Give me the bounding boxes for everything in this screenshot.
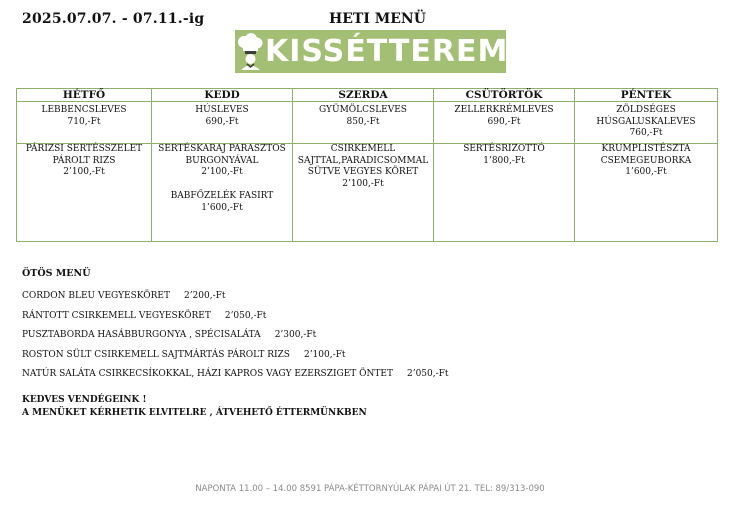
set-menu-item-name: CORDON BLEU VEGYESKÖRET (22, 291, 170, 301)
main-cell (575, 144, 718, 192)
main-cell (293, 144, 434, 192)
dish-price: 2’100,-Ft (63, 167, 105, 177)
dish-name: PÁRIZSI SERTÉSSZELET PÁROLT RIZS (25, 144, 143, 166)
notice-takeaway: A MENÜKET KÉRHETIK ELVITELRE , ÁTVEHETŐ ÉTTERMÜNKBEN (22, 408, 367, 418)
set-menu-item-name: PUSZTABORDA HASÁBBURGONYA , SPÉCISALÁTA (22, 330, 261, 340)
set-menu-item-name: RÁNTOTT CSIRKEMELL VEGYESKÖRET (22, 310, 211, 321)
soup-cell (434, 102, 575, 144)
dish-price: 2’100,-Ft (201, 167, 243, 177)
set-menu-item-price: 2’100,-Ft (303, 349, 346, 360)
main-course-row (17, 144, 718, 192)
set-menu-list (22, 291, 449, 389)
soup-cell (293, 102, 434, 144)
set-menu-item-price: 2’050,-Ft (224, 310, 267, 321)
dish-price: 1’600,-Ft (201, 202, 243, 213)
day-header-wednesday: SZERDA (293, 89, 434, 102)
chef-hat-icon (235, 30, 265, 73)
set-menu-item (22, 330, 449, 350)
main-cell (152, 144, 293, 192)
set-menu-item (22, 350, 449, 370)
extra-cell (575, 191, 718, 242)
set-menu-item-name: ROSTON SÜLT CSIRKEMELL SAJTMÁRTÁS PÁROLT RIZS (22, 349, 290, 360)
dish-name: ZELLERKRÉMLEVES (454, 105, 554, 115)
dish-name: ZÖLDSÉGES HÚSGALUSKALEVES (596, 105, 696, 127)
dish-price: 710,-Ft (67, 116, 101, 127)
set-menu-item-price: 2’200,-Ft (183, 291, 226, 301)
weekly-menu-table (16, 88, 718, 242)
extra-cell (17, 191, 152, 242)
soup-row (17, 102, 718, 144)
soup-cell (575, 102, 718, 144)
dish-price: 850,-Ft (346, 116, 380, 127)
dish-name: SERTÉSRIZOTTÓ (463, 144, 545, 154)
day-header-thursday: CSÜTÖRTÖK (434, 89, 575, 102)
dish-name: CSIRKEMELL SAJTTAL,PARADICSOMMAL SÜTVE VEGYES KÖRET (297, 144, 429, 177)
dish-price: 1’800,-Ft (483, 155, 525, 166)
day-header-tuesday: KEDD (152, 89, 293, 102)
main-cell (434, 144, 575, 192)
notice-greeting: KEDVES VENDÉGEINK ! (22, 395, 147, 405)
dish-price: 2’100,-Ft (342, 178, 384, 189)
set-menu-item (22, 291, 449, 311)
extra-cell (293, 191, 434, 242)
extra-row (17, 191, 718, 242)
set-menu-item (22, 369, 449, 389)
extra-cell (152, 191, 293, 242)
soup-cell (152, 102, 293, 144)
footer-info: NAPONTA 11.00 – 14.00 8591 PÁPA-KÉTTORNYÚLAK PÁPAI ÚT 21. TEL: 89/313-090 (195, 484, 545, 494)
main-cell (17, 144, 152, 192)
dish-name: LEBBENCSLEVES (41, 105, 127, 115)
set-menu-item-price: 2’300,-Ft (274, 330, 317, 340)
dish-price: 690,-Ft (487, 116, 521, 127)
set-menu-item (22, 311, 449, 331)
dish-name: BABFŐZELÉK FASIRT (170, 191, 274, 201)
guest-notice (22, 394, 367, 420)
set-menu-title: ÖTÖS MENÜ (22, 268, 91, 279)
dish-name: KRUMPLISTÉSZTA CSEMEGEUBORKA (600, 144, 692, 166)
date-range: 2025.07.07. - 07.11.-ig (22, 11, 205, 27)
page-title: HETI MENÜ (329, 11, 426, 27)
set-menu-item-name: NATÚR SALÁTA CSIRKECSÍKOKKAL, HÁZI KAPROS VAGY EZERSZIGET ÖNTET (22, 369, 393, 379)
dish-name: GYÜMÖLCSLEVES (319, 105, 407, 115)
dish-price: 760,-Ft (629, 128, 663, 138)
set-menu-item-price: 2’050,-Ft (406, 369, 449, 379)
dish-name: HÚSLEVES (195, 105, 249, 115)
dish-price: 690,-Ft (205, 116, 239, 127)
restaurant-logo (235, 30, 509, 73)
soup-cell (17, 102, 152, 144)
day-header-friday: PÉNTEK (575, 89, 718, 102)
dish-name: SERTÉSKARAJ PARASZTOS BURGONYÁVAL (158, 144, 286, 166)
extra-cell (434, 191, 575, 242)
logo-text: KISSÉTTEREM (265, 34, 509, 69)
day-header-monday: HÉTFŐ (17, 89, 152, 102)
dish-price: 1’600,-Ft (625, 167, 667, 177)
